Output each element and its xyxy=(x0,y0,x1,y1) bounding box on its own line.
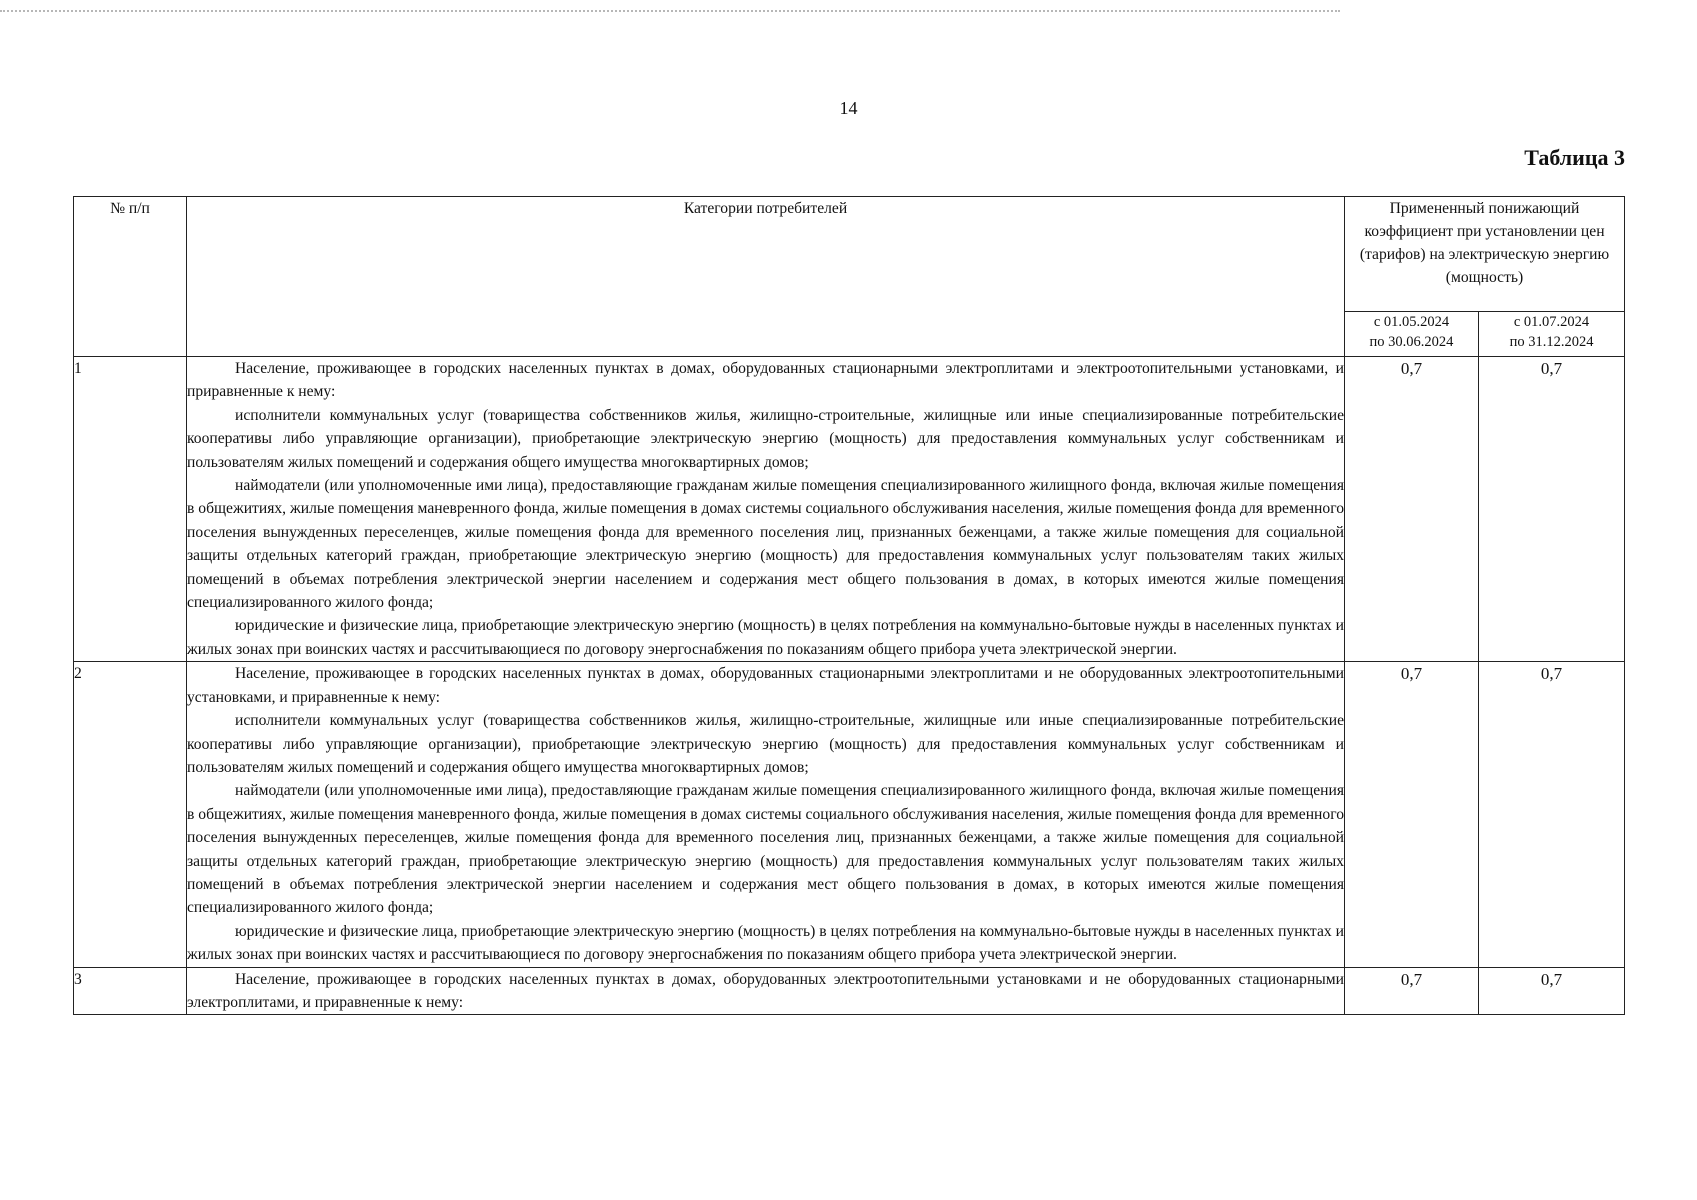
coefficient-value-period-1: 0,7 xyxy=(1345,967,1479,1015)
scan-artifact-line xyxy=(0,10,1340,12)
period-1-end: по 30.06.2024 xyxy=(1369,334,1454,350)
category-paragraph: Население, проживающее в городских населенных пунктах в домах, оборудованных стационарными электроплитами и не оборудованных электроотопительными установками, и приравненные к нему: xyxy=(187,665,1344,706)
row-number: 1 xyxy=(74,357,187,662)
category-paragraph: Население, проживающее в городских населенных пунктах в домах, оборудованных стационарными электроплитами и электроотопительными установками, и приравненные к нему: xyxy=(187,360,1344,401)
category-paragraph: наймодатели (или уполномоченные ими лица), предоставляющие гражданам жилые помещения специализированного жилищного фонда, включая жилые помещения в общежитиях, жилые помещения маневренного фонда, жилые помещения в домах системы социального обслуживания населения, жилые помещения фонда для временного поселения вынужденных переселенцев, жилые помещения фонда для временного поселения лиц, признанных беженцами, а также жилые помещения для социальной защиты отдельных категорий граждан, приобретающие электрическую энергию (мощность) для предоставления коммунальных услуг пользователям таких жилых помещений в объемах потребления электрической энергии населением и содержания мест общего пользования в домах, в которых имеются жилые помещения специализированного жилого фонда; xyxy=(187,782,1344,917)
category-paragraph: юридические и физические лица, приобретающие электрическую энергию (мощность) в целях потребления на коммунально-бытовые нужды в населенных пунктах и жилых зонах при воинских частях и рассчитывающиеся по договору энергоснабжения по показаниям общего прибора учета электрической энергии. xyxy=(187,617,1344,658)
header-num: № п/п xyxy=(74,197,187,357)
tariff-coefficient-table xyxy=(73,196,1625,1015)
table-row xyxy=(74,967,1625,1015)
period-2-end: по 31.12.2024 xyxy=(1509,334,1594,350)
coefficient-value-period-2: 0,7 xyxy=(1479,662,1625,967)
category-paragraph: наймодатели (или уполномоченные ими лица), предоставляющие гражданам жилые помещения специализированного жилищного фонда, включая жилые помещения в общежитиях, жилые помещения маневренного фонда, жилые помещения в домах системы социального обслуживания населения, жилые помещения фонда для временного поселения вынужденных переселенцев, жилые помещения фонда для временного поселения лиц, признанных беженцами, а также жилые помещения для социальной защиты отдельных категорий граждан, приобретающие электрическую энергию (мощность) для предоставления коммунальных услуг пользователям таких жилых помещений в объемах потребления электрической энергии населением и содержания мест общего пользования в домах, в которых имеются жилые помещения специализированного жилого фонда; xyxy=(187,477,1344,612)
coefficient-value-period-1: 0,7 xyxy=(1345,662,1479,967)
table-row xyxy=(74,357,1625,662)
category-paragraph: исполнители коммунальных услуг (товарищества собственников жилья, жилищно-строительные, жилищные или иные специализированные потребительские кооперативы либо управляющие организации), приобретающие электрическую энергию (мощность) для предоставления коммунальных услуг собственникам и пользователям жилых помещений и содержания общего имущества многоквартирных домов; xyxy=(187,406,1344,471)
header-period-1 xyxy=(1345,312,1479,357)
coefficient-value-period-2: 0,7 xyxy=(1479,357,1625,662)
row-number: 3 xyxy=(74,967,187,1015)
category-cell xyxy=(187,357,1345,662)
table-title: Таблица 3 xyxy=(1524,145,1625,170)
header-category: Категории потребителей xyxy=(187,197,1345,357)
page-number: 14 xyxy=(839,98,858,118)
period-1-start: с 01.05.2024 xyxy=(1373,314,1450,330)
coefficient-value-period-1: 0,7 xyxy=(1345,357,1479,662)
period-2-start: с 01.07.2024 xyxy=(1513,314,1590,330)
category-paragraph: Население, проживающее в городских населенных пунктах в домах, оборудованных электроотопительными установками и не оборудованных стационарными электроплитами, и приравненные к нему: xyxy=(187,970,1344,1011)
category-paragraph: исполнители коммунальных услуг (товарищества собственников жилья, жилищно-строительные, жилищные или иные специализированные потребительские кооперативы либо управляющие организации), приобретающие электрическую энергию (мощность) для предоставления коммунальных услуг собственникам и пользователям жилых помещений и содержания общего имущества многоквартирных домов; xyxy=(187,712,1344,776)
row-number: 2 xyxy=(74,662,187,967)
header-period-2 xyxy=(1479,312,1625,357)
category-paragraph: юридические и физические лица, приобретающие электрическую энергию (мощность) в целях потребления на коммунально-бытовые нужды в населенных пунктах и жилых зонах при воинских частях и рассчитывающиеся по договору энергоснабжения по показаниям общего прибора учета электрической энергии. xyxy=(187,922,1344,964)
table-row xyxy=(74,662,1625,967)
header-coefficient: Примененный понижающий коэффициент при установлении цен (тарифов) на электрическую энергию (мощность) xyxy=(1345,197,1625,312)
category-cell xyxy=(187,662,1345,967)
category-cell xyxy=(187,967,1345,1015)
coefficient-value-period-2: 0,7 xyxy=(1479,967,1625,1015)
